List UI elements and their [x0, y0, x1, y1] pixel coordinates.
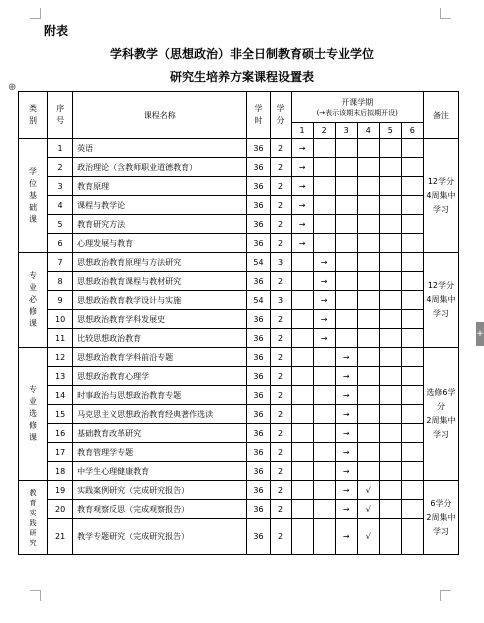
course-credits: 2: [270, 500, 291, 519]
remark-text: 4周集中学习: [426, 295, 456, 318]
semester-mark: [313, 215, 335, 234]
course-row: [19, 329, 459, 348]
semester-mark: [379, 405, 401, 424]
semester-mark: →: [335, 519, 357, 555]
course-credits: 2: [270, 424, 291, 443]
category-label: 学位基础课: [29, 166, 38, 224]
semester-mark: [401, 139, 423, 158]
semester-mark: [291, 405, 313, 424]
remark-text: 选修6学分: [426, 388, 456, 411]
course-name: 时事政治与思想政治教育专题: [73, 386, 247, 405]
course-hours: 36: [247, 272, 270, 291]
semester-mark: [379, 177, 401, 196]
course-hours: 36: [247, 177, 270, 196]
header-semester-number: 1: [291, 123, 313, 139]
semester-mark: [357, 424, 379, 443]
course-plan-body: [19, 139, 459, 555]
semester-mark: [313, 177, 335, 196]
header-semester-title: 开课学期: [341, 97, 374, 107]
semester-mark: [401, 215, 423, 234]
semester-mark: [291, 367, 313, 386]
semester-mark: [379, 215, 401, 234]
semester-mark: [291, 348, 313, 367]
semester-mark: [313, 481, 335, 500]
course-number: 19: [48, 481, 73, 500]
course-name: 教育研究方法: [73, 215, 247, 234]
semester-mark: [401, 272, 423, 291]
semester-mark: [291, 481, 313, 500]
course-credits: 2: [270, 139, 291, 158]
course-credits: 2: [270, 443, 291, 462]
course-name: 比较思想政治教育: [73, 329, 247, 348]
semester-mark: →: [335, 348, 357, 367]
category-cell: [19, 481, 48, 555]
semester-mark: [401, 291, 423, 310]
course-plan-table: [18, 91, 459, 555]
header-semester-note: (→表示该期末后拟期开设): [316, 108, 398, 117]
course-row: [19, 405, 459, 424]
semester-mark: [313, 519, 335, 555]
course-name: 实践案例研究（完成研究报告）: [73, 481, 247, 500]
semester-mark: [379, 519, 401, 555]
course-number: 10: [48, 310, 73, 329]
category-label: 专业选修课: [29, 385, 38, 442]
header-semester-number: 3: [335, 123, 357, 139]
semester-mark: [357, 196, 379, 215]
semester-mark: [291, 272, 313, 291]
semester-mark: [291, 253, 313, 272]
semester-mark: [357, 234, 379, 253]
course-number: 5: [48, 215, 73, 234]
semester-mark: [357, 253, 379, 272]
course-row: [19, 253, 459, 272]
course-hours: 36: [247, 310, 270, 329]
semester-mark: [335, 272, 357, 291]
semester-mark: →: [313, 329, 335, 348]
semester-mark: [357, 158, 379, 177]
course-number: 4: [48, 196, 73, 215]
semester-mark: [401, 253, 423, 272]
semester-mark: →: [313, 291, 335, 310]
course-row: [19, 500, 459, 519]
course-credits: 2: [270, 310, 291, 329]
semester-mark: [401, 310, 423, 329]
course-credits: 2: [270, 367, 291, 386]
course-row: [19, 481, 459, 500]
course-row: [19, 234, 459, 253]
semester-mark: [401, 424, 423, 443]
header-category: 类别: [19, 92, 48, 139]
semester-mark: [313, 405, 335, 424]
course-hours: 36: [247, 196, 270, 215]
semester-mark: [313, 196, 335, 215]
course-hours: 36: [247, 405, 270, 424]
course-row: [19, 386, 459, 405]
semester-mark: [401, 367, 423, 386]
remark-text: 12学分: [427, 176, 455, 186]
course-credits: 2: [270, 405, 291, 424]
semester-mark: [379, 386, 401, 405]
semester-mark: [313, 139, 335, 158]
course-hours: 36: [247, 462, 270, 481]
semester-mark: [313, 424, 335, 443]
course-hours: 36: [247, 158, 270, 177]
semester-mark: [335, 253, 357, 272]
semester-mark: [357, 443, 379, 462]
remark-cell: [423, 348, 458, 481]
course-hours: 36: [247, 386, 270, 405]
semester-mark: [401, 348, 423, 367]
semester-mark: [401, 481, 423, 500]
semester-mark: →: [291, 196, 313, 215]
semester-mark: [357, 329, 379, 348]
course-credits: 2: [270, 234, 291, 253]
semester-mark: [313, 462, 335, 481]
semester-mark: √: [357, 481, 379, 500]
semester-mark: →: [335, 405, 357, 424]
semester-mark: [335, 215, 357, 234]
semester-mark: [379, 424, 401, 443]
semester-mark: [291, 291, 313, 310]
course-row: [19, 424, 459, 443]
remark-text: 2周集中学习: [426, 416, 456, 439]
semester-mark: →: [291, 158, 313, 177]
semester-mark: [357, 272, 379, 291]
course-hours: 36: [247, 367, 270, 386]
page-corner-mark-top-left: [30, 8, 41, 19]
course-name: 基础教育改革研究: [73, 424, 247, 443]
course-credits: 2: [270, 348, 291, 367]
semester-mark: [401, 234, 423, 253]
course-number: 13: [48, 367, 73, 386]
course-name: 教学专题研究（完成研究报告）: [73, 519, 247, 555]
semester-mark: →: [291, 139, 313, 158]
semester-mark: [357, 462, 379, 481]
course-hours: 36: [247, 139, 270, 158]
semester-mark: [313, 443, 335, 462]
semester-mark: [291, 500, 313, 519]
side-panel-expand-icon[interactable]: +: [476, 322, 484, 346]
course-row: [19, 348, 459, 367]
course-hours: 36: [247, 329, 270, 348]
semester-mark: →: [291, 234, 313, 253]
appendix-label: 附表: [44, 24, 69, 38]
remark-text: 4周集中学习: [426, 190, 456, 214]
course-name: 教育原理: [73, 177, 247, 196]
semester-mark: →: [313, 310, 335, 329]
semester-mark: →: [335, 386, 357, 405]
semester-mark: [379, 462, 401, 481]
course-hours: 54: [247, 291, 270, 310]
semester-mark: →: [335, 443, 357, 462]
course-hours: 54: [247, 253, 270, 272]
semester-mark: √: [357, 500, 379, 519]
semester-mark: [401, 405, 423, 424]
course-row: [19, 462, 459, 481]
remark-text: 12学分: [427, 281, 455, 290]
course-row: [19, 177, 459, 196]
semester-mark: [357, 405, 379, 424]
course-name: 英语: [73, 139, 247, 158]
semester-mark: [379, 481, 401, 500]
semester-mark: [379, 139, 401, 158]
semester-mark: →: [335, 424, 357, 443]
course-number: 15: [48, 405, 73, 424]
course-name: 马克思主义思想政治教育经典著作选读: [73, 405, 247, 424]
semester-mark: [313, 348, 335, 367]
course-name: 思想政治教育教学设计与实施: [73, 291, 247, 310]
course-row: [19, 310, 459, 329]
course-hours: 36: [247, 481, 270, 500]
semester-mark: [291, 462, 313, 481]
semester-mark: [313, 500, 335, 519]
semester-mark: [313, 158, 335, 177]
course-name: 政治理论（含教师职业道德教育）: [73, 158, 247, 177]
semester-mark: →: [291, 177, 313, 196]
header-hours: 学时: [247, 92, 270, 139]
semester-mark: [335, 310, 357, 329]
course-hours: 36: [247, 500, 270, 519]
header-semester-number: 5: [379, 123, 401, 139]
page-corner-mark-bottom-left: [30, 590, 41, 601]
course-name: 思想政治教育原理与方法研究: [73, 253, 247, 272]
course-row: [19, 367, 459, 386]
course-name: 心理发展与教育: [73, 234, 247, 253]
remark-text: 2周集中学习: [426, 512, 456, 536]
course-number: 7: [48, 253, 73, 272]
semester-mark: →: [291, 215, 313, 234]
semester-mark: [291, 519, 313, 555]
course-number: 9: [48, 291, 73, 310]
header-seq: 序号: [48, 92, 73, 139]
semester-mark: [335, 291, 357, 310]
semester-mark: [401, 196, 423, 215]
remark-cell: [423, 253, 458, 348]
semester-mark: →: [313, 272, 335, 291]
semester-mark: [335, 158, 357, 177]
semester-mark: [357, 367, 379, 386]
header-semester-number: 2: [313, 123, 335, 139]
course-name: 思想政治教育学科前沿专题: [73, 348, 247, 367]
semester-mark: [379, 348, 401, 367]
semester-mark: [401, 177, 423, 196]
semester-mark: [357, 386, 379, 405]
semester-mark: [313, 367, 335, 386]
semester-mark: [335, 177, 357, 196]
course-credits: 2: [270, 272, 291, 291]
course-number: 20: [48, 500, 73, 519]
semester-mark: [291, 424, 313, 443]
semester-mark: [401, 500, 423, 519]
semester-mark: [291, 310, 313, 329]
semester-mark: [357, 291, 379, 310]
semester-mark: [291, 443, 313, 462]
remark-cell: [423, 481, 458, 555]
course-number: 16: [48, 424, 73, 443]
course-number: 3: [48, 177, 73, 196]
course-hours: 36: [247, 348, 270, 367]
course-number: 11: [48, 329, 73, 348]
semester-mark: [379, 500, 401, 519]
category-cell: [19, 348, 48, 481]
semester-mark: [401, 386, 423, 405]
course-row: [19, 519, 459, 555]
semester-mark: [291, 329, 313, 348]
semester-mark: [401, 329, 423, 348]
header-semester-number: 4: [357, 123, 379, 139]
course-credits: 2: [270, 196, 291, 215]
semester-mark: [291, 386, 313, 405]
semester-mark: [401, 443, 423, 462]
course-row: [19, 443, 459, 462]
semester-mark: →: [335, 481, 357, 500]
course-name: 思想政治教育课程与教材研究: [73, 272, 247, 291]
remark-text: 6学分: [430, 498, 452, 508]
semester-mark: [357, 177, 379, 196]
semester-mark: [401, 519, 423, 555]
course-credits: 2: [270, 462, 291, 481]
course-name: 中学生心理健康教育: [73, 462, 247, 481]
course-name: 课程与教学论: [73, 196, 247, 215]
course-credits: 2: [270, 215, 291, 234]
course-number: 14: [48, 386, 73, 405]
semester-mark: [379, 234, 401, 253]
category-cell: [19, 253, 48, 348]
semester-mark: [379, 310, 401, 329]
course-row: [19, 291, 459, 310]
semester-mark: [401, 462, 423, 481]
course-credits: 2: [270, 158, 291, 177]
semester-mark: [357, 215, 379, 234]
course-number: 17: [48, 443, 73, 462]
course-credits: 2: [270, 481, 291, 500]
course-number: 1: [48, 139, 73, 158]
document-title-line-1: 学科教学（思想政治）非全日制教育硕士专业学位: [109, 47, 374, 61]
semester-mark: [335, 234, 357, 253]
course-row: [19, 139, 459, 158]
course-hours: 36: [247, 234, 270, 253]
course-name: 思想政治教育心理学: [73, 367, 247, 386]
category-label: 专业必修课: [29, 271, 38, 328]
semester-mark: √: [357, 519, 379, 555]
course-credits: 2: [270, 329, 291, 348]
semester-mark: →: [335, 500, 357, 519]
course-credits: 2: [270, 177, 291, 196]
category-label: 教育实践研究: [29, 488, 37, 547]
course-credits: 2: [270, 519, 291, 555]
course-name: 教育观察反思（完成观察报告）: [73, 500, 247, 519]
course-hours: 36: [247, 519, 270, 555]
semester-mark: [379, 272, 401, 291]
semester-mark: [357, 310, 379, 329]
course-row: [19, 196, 459, 215]
course-number: 21: [48, 519, 73, 555]
category-cell: [19, 139, 48, 253]
course-number: 8: [48, 272, 73, 291]
course-name: 教育管理学专题: [73, 443, 247, 462]
semester-mark: [379, 443, 401, 462]
semester-mark: [401, 158, 423, 177]
semester-mark: [379, 291, 401, 310]
course-number: 12: [48, 348, 73, 367]
course-hours: 36: [247, 424, 270, 443]
semester-mark: [335, 329, 357, 348]
header-credits: 学分: [270, 92, 291, 139]
header-semester: [291, 92, 423, 123]
semester-mark: [379, 329, 401, 348]
semester-mark: [379, 367, 401, 386]
course-hours: 36: [247, 443, 270, 462]
semester-mark: [357, 348, 379, 367]
semester-mark: →: [335, 462, 357, 481]
semester-mark: [313, 386, 335, 405]
table-move-handle-icon[interactable]: ⊕: [8, 82, 17, 93]
header-course-name: 课程名称: [73, 92, 247, 139]
page-corner-mark-top-right: [440, 8, 451, 19]
course-name: 思想政治教育学科发展史: [73, 310, 247, 329]
course-credits: 3: [270, 253, 291, 272]
semester-mark: →: [313, 253, 335, 272]
course-number: 2: [48, 158, 73, 177]
semester-mark: [379, 158, 401, 177]
semester-mark: [379, 196, 401, 215]
semester-mark: [357, 139, 379, 158]
semester-mark: [313, 234, 335, 253]
page-corner-mark-bottom-right: [440, 590, 451, 601]
header-remarks: 备注: [423, 92, 458, 139]
course-row: [19, 158, 459, 177]
course-credits: 2: [270, 386, 291, 405]
semester-mark: →: [335, 367, 357, 386]
course-hours: 36: [247, 215, 270, 234]
course-number: 6: [48, 234, 73, 253]
course-credits: 3: [270, 291, 291, 310]
semester-mark: [379, 253, 401, 272]
course-number: 18: [48, 462, 73, 481]
course-row: [19, 215, 459, 234]
semester-mark: [335, 139, 357, 158]
document-title-line-2: 研究生培养方案课程设置表: [169, 70, 314, 84]
semester-mark: [335, 196, 357, 215]
header-semester-number: 6: [401, 123, 423, 139]
remark-cell: [423, 139, 458, 253]
course-row: [19, 272, 459, 291]
